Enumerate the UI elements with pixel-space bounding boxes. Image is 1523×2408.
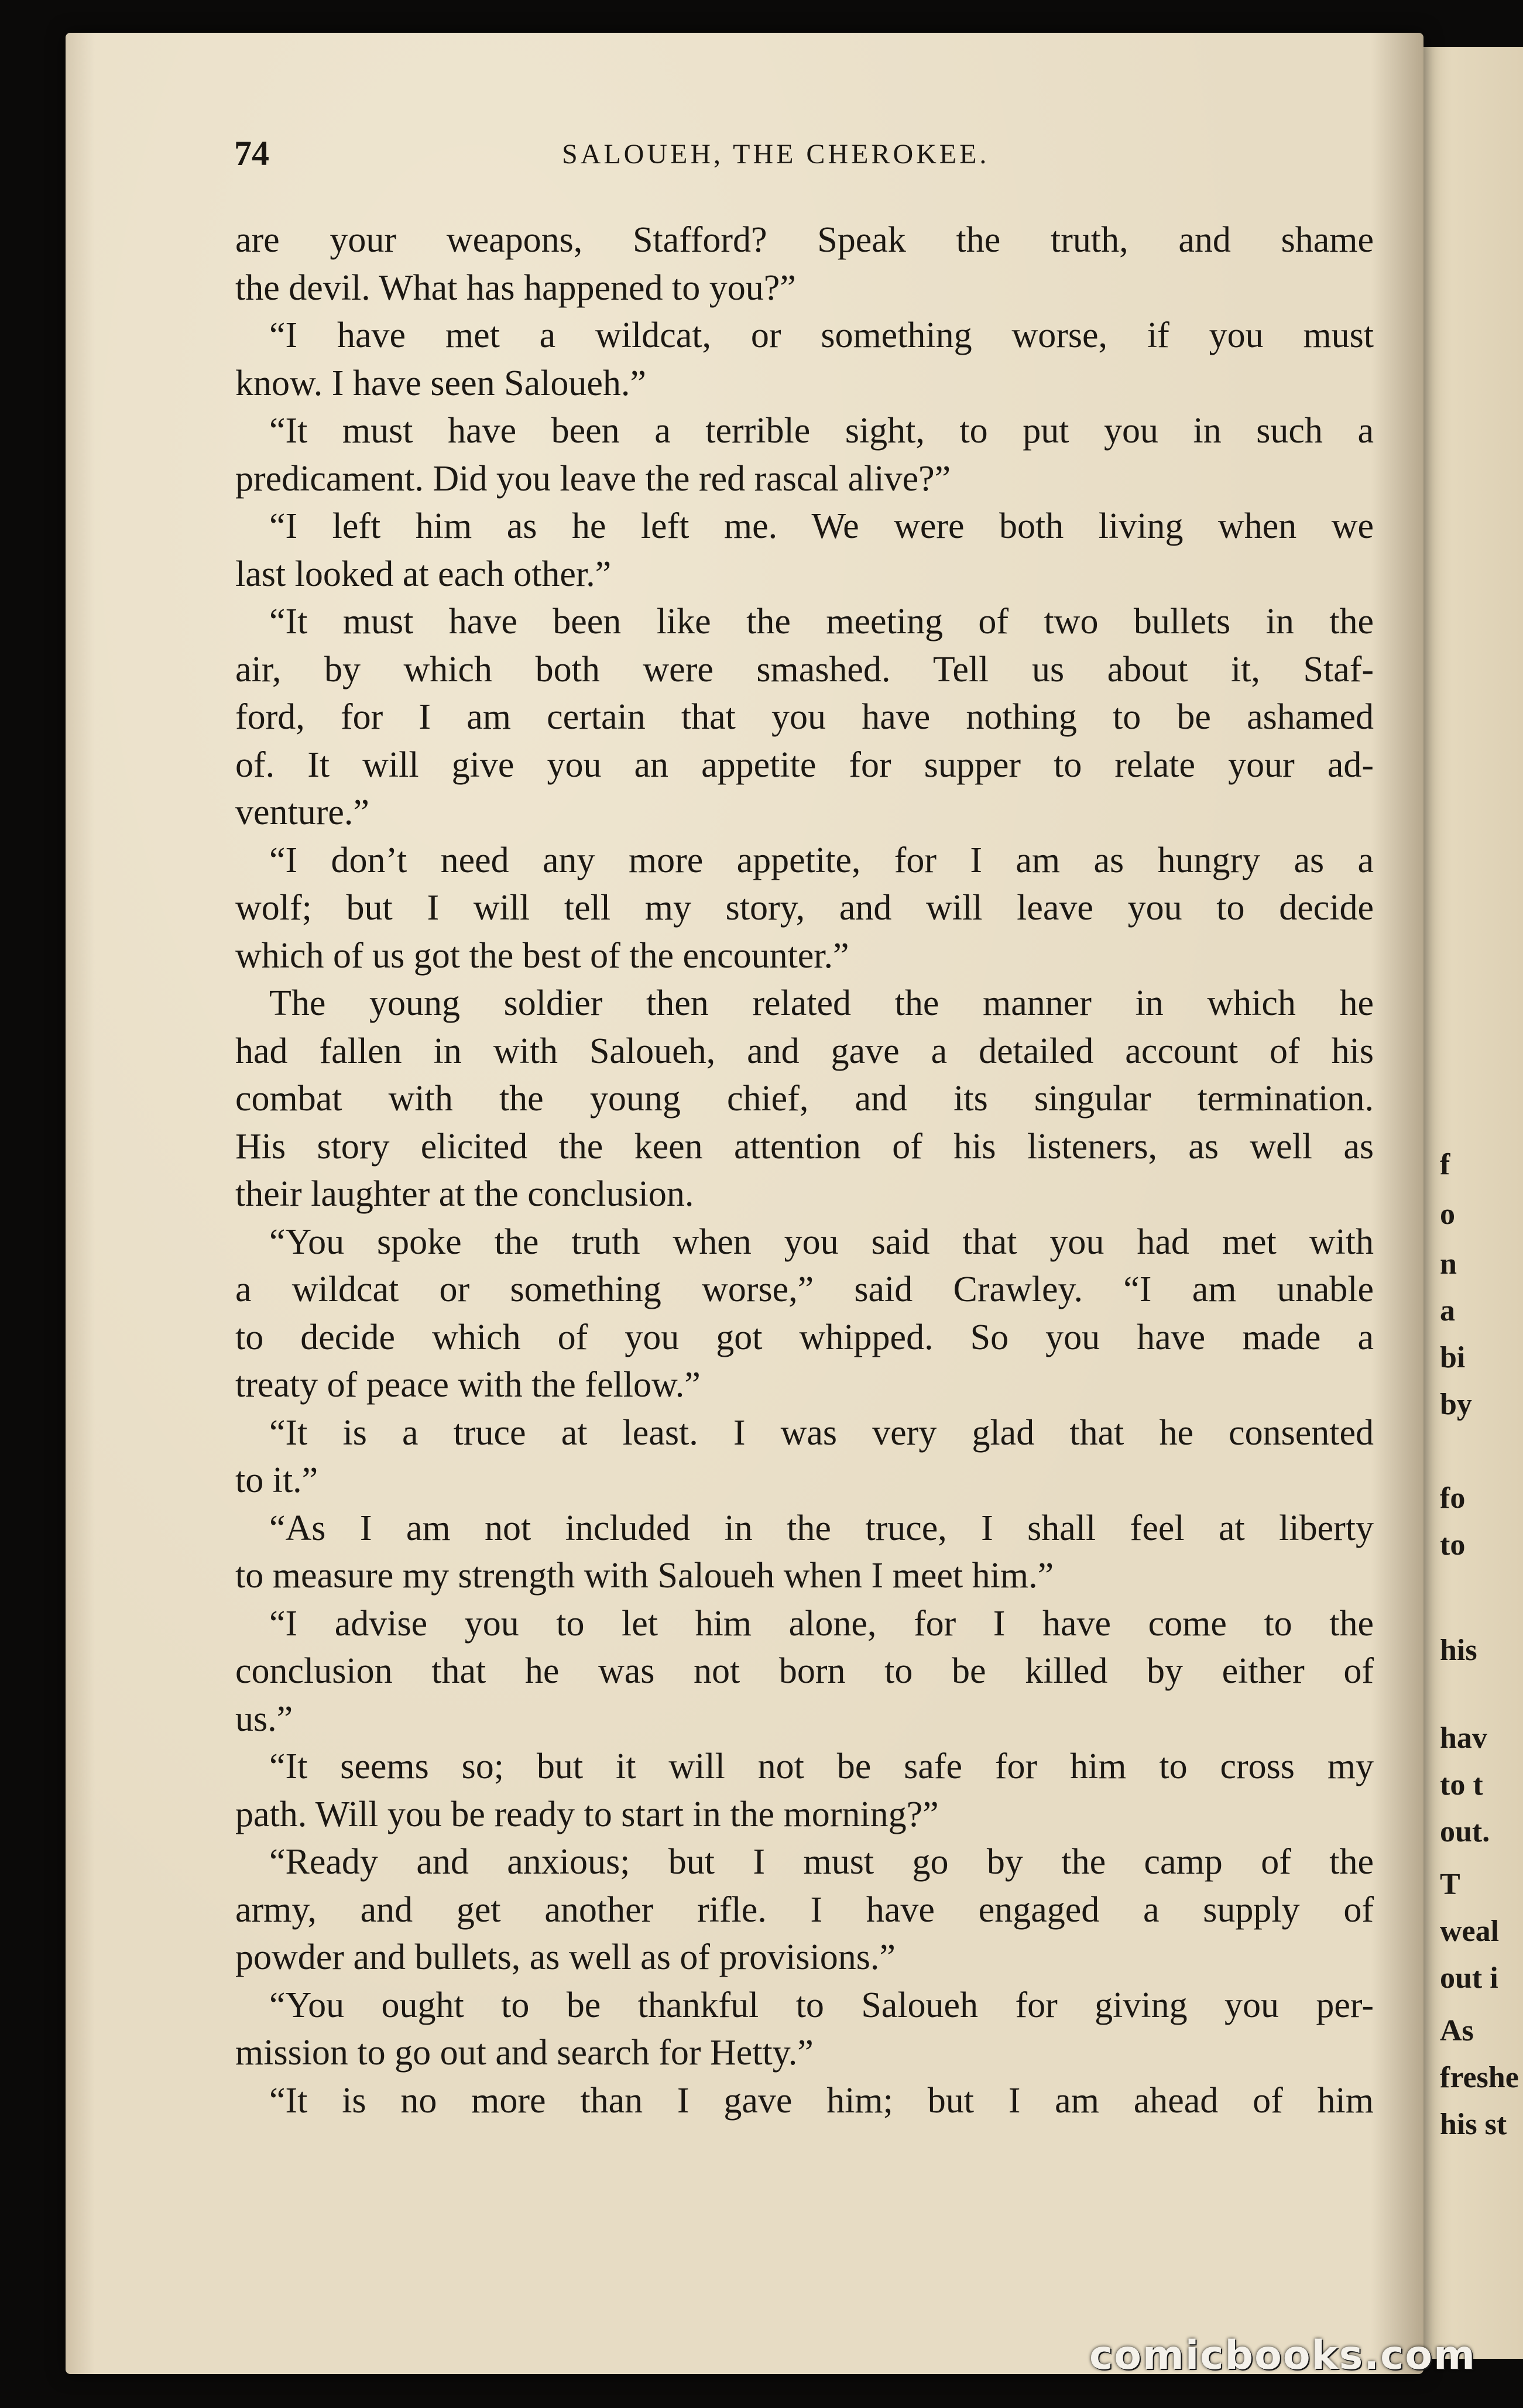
text-line: to it.”	[235, 1460, 318, 1500]
facing-page-fragment: freshe	[1440, 2061, 1519, 2094]
facing-page-fragment: bi	[1440, 1341, 1466, 1374]
text-line: know. I have seen Saloueh.”	[235, 363, 646, 403]
text-line: which of us got the best of the encounter.”	[235, 935, 849, 976]
text-line: “It seems so; but it will not be safe for him to cross my	[269, 1747, 1374, 1786]
text-line: to decide which of you got whipped. So you have made a	[235, 1317, 1374, 1357]
text-line: “Ready and anxious; but I must go by the camp of the	[269, 1842, 1374, 1882]
text-line: powder and bullets, as well as of provisions.”	[235, 1937, 896, 1977]
text-line: ford, for I am certain that you have nothing to be ashamed	[235, 697, 1374, 737]
watermark: comicbooks.com	[1089, 2332, 1476, 2379]
text-line: “It is a truce at least. I was very glad that he consented	[269, 1412, 1374, 1453]
text-line: “You ought to be thankful to Saloueh for giving you per-	[269, 1985, 1374, 2025]
text-line: venture.”	[235, 793, 369, 832]
text-line: army, and get another rifle. I have engaged a supply of	[235, 1889, 1374, 1930]
facing-page-fragment: o	[1440, 1198, 1455, 1231]
body-text	[235, 217, 1374, 2125]
text-line: to measure my strength with Saloueh when I meet him.”	[235, 1556, 1054, 1596]
text-line: last looked at each other.”	[235, 554, 612, 594]
text-line: wolf; but I will tell my story, and will leave you to decide	[235, 888, 1374, 928]
text-line: “I left him as he left me. We were both living when we	[269, 506, 1374, 546]
text-line: “I have met a wildcat, or something worse, if you must	[269, 315, 1374, 355]
page-number: 74	[234, 134, 269, 173]
text-line: “It is no more than I gave him; but I am ahead of him	[269, 2080, 1374, 2121]
text-line: “I advise you to let him alone, for I have come to the	[269, 1603, 1374, 1644]
facing-page-fragment: to t	[1440, 1768, 1483, 1802]
facing-page-fragment: by	[1440, 1388, 1472, 1421]
text-line: “As I am not included in the truce, I shall feel at liberty	[269, 1508, 1374, 1548]
text-line: of. It will give you an appetite for supper to relate your ad-	[235, 745, 1374, 785]
text-line: His story elicited the keen attention of his listeners, as well as	[235, 1126, 1374, 1167]
facing-page-fragment: out.	[1440, 1815, 1490, 1848]
text-line: combat with the young chief, and its singular termination.	[235, 1079, 1374, 1119]
facing-page-fragment: fo	[1440, 1481, 1466, 1515]
text-line: their laughter at the conclusion.	[235, 1174, 694, 1214]
facing-page-fragment: As	[1440, 2014, 1474, 2047]
text-line: mission to go out and search for Hetty.”	[235, 2033, 814, 2073]
text-line: conclusion that he was not born to be killed by either of	[235, 1651, 1374, 1691]
facing-page-fragment: hav	[1440, 1721, 1487, 1755]
text-line: a wildcat or something worse,” said Crawley. “I am unable	[235, 1270, 1374, 1309]
text-line: are your weapons, Stafford? Speak the truth, and shame	[235, 220, 1374, 260]
facing-page-fragment: n	[1440, 1247, 1457, 1281]
text-line: treaty of peace with the fellow.”	[235, 1365, 701, 1405]
facing-page-fragment: a	[1440, 1294, 1455, 1328]
facing-page-fragment: T	[1440, 1868, 1460, 1901]
text-line: The young soldier then related the manner in which he	[269, 983, 1374, 1023]
facing-page-fragment: f	[1440, 1148, 1450, 1181]
text-line: “It must have been a terrible sight, to put you in such a	[269, 411, 1374, 451]
text-line: “It must have been like the meeting of two bullets in the	[269, 602, 1374, 642]
facing-page-fragment: to	[1440, 1528, 1466, 1562]
text-line: the devil. What has happened to you?”	[235, 267, 796, 308]
text-line: air, by which both were smashed. Tell us about it, Staf-	[235, 649, 1374, 690]
facing-page-fragment: his st	[1440, 2108, 1507, 2141]
facing-page-fragment: his	[1440, 1634, 1477, 1667]
facing-page-fragment: out i	[1440, 1961, 1498, 1995]
text-line: predicament. Did you leave the red rascal alive?”	[235, 458, 951, 499]
text-line: had fallen in with Saloueh, and gave a detailed account of his	[235, 1031, 1374, 1071]
text-line: path. Will you be ready to start in the morning?”	[235, 1794, 939, 1834]
running-head: SALOUEH, THE CHEROKEE.	[562, 139, 990, 170]
facing-page-fragment: weal	[1440, 1915, 1500, 1948]
text-line: “I don’t need any more appetite, for I am as hungry as a	[269, 840, 1374, 880]
text-line: us.”	[235, 1699, 293, 1739]
text-line: “You spoke the truth when you said that you had met with	[269, 1222, 1374, 1262]
